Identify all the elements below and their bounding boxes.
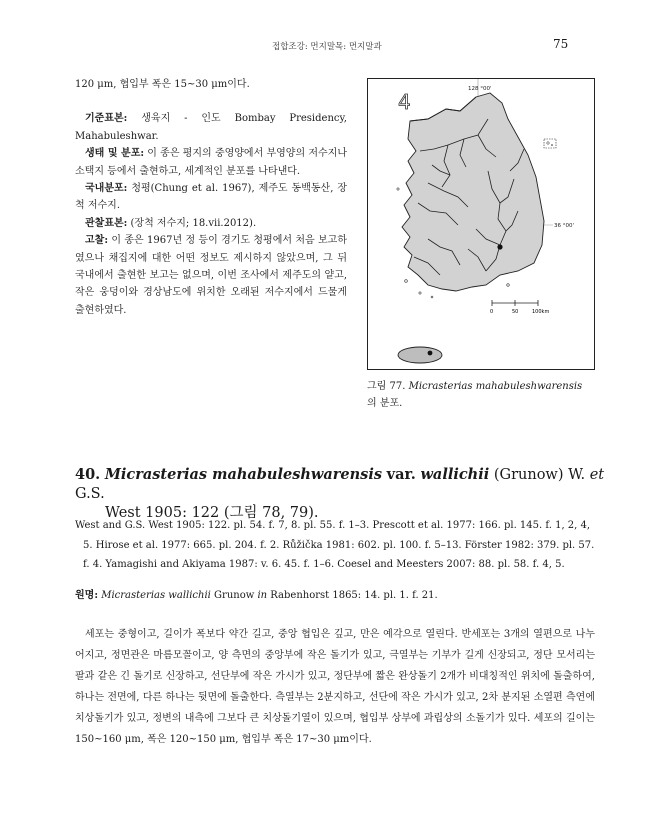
remarks-text: 이 종은 1967년 정 등이 경기도 청평에서 처음 보고하였으나 채집지에 대한 어떤 정보도 제시하지 않았으며, 그 뒤 국내에서 출현한 보고는 없으며, 이번 조사에서 제주도의 얕고, 작은 웅덩이와 경상남도에 위치한 오래된 저수지에서 드물게 출현하였다. xyxy=(75,235,348,316)
basionym-rest: Rabenhorst 1865: 14. pl. 1. f. 21. xyxy=(270,590,438,601)
measurement-line: 120 μm, 협입부 폭은 15~30 μm이다. xyxy=(75,79,250,90)
ecology-paragraph xyxy=(75,145,347,180)
authority-a: (Grunow) W. xyxy=(493,467,586,483)
description-text: 세포는 중형이고, 길이가 폭보다 약간 길고, 중앙 협입은 깊고, 만은 예각으로 열린다. 반세포는 3개의 열편으로 나누어지고, 정면관은 마름모꼴이고, 양 측면의 중앙부에 작은 돌기가 있고, 극열부는 기부가 길게 신장되고, 정단 모서리는 팔과 같은 긴 돌기로 신장하고, 선단부에 작은 가시가 있고, 정단부에 짧은 완상돌기 2개가 비대칭적인 위치에 돌출하여, 하나는 전면에, 다른 하나는 뒷면에 돌출한다. 측열부는 2분지하고, 선단에 작은 가시가 있고, 2차 분지된 소열편 측연에 치상돌기가 있고, 정변의 내측에 그보다 큰 치상돌기열이 있으며, 협입부 상부에 과립상의 소돌기가 있다. 세포의 길이는 150~160 μm, 폭은 120~150 μm, 협입부 폭은 17~30 μm이다. xyxy=(75,629,595,745)
record-dot-jeju xyxy=(428,351,433,356)
basionym-author: Grunow xyxy=(214,590,255,601)
type-label: 기준표본: xyxy=(85,113,128,125)
svg-text:0: 0 xyxy=(490,309,494,315)
description xyxy=(75,624,595,750)
observed-paragraph xyxy=(75,215,347,232)
remarks-label: 고찰: xyxy=(85,235,109,247)
var-word: var. xyxy=(386,466,416,483)
type-specimen xyxy=(75,110,347,145)
page-number: 75 xyxy=(553,37,569,51)
caption-species: Micrasterias mahabuleshwarensis xyxy=(408,381,583,392)
svg-text:100km: 100km xyxy=(532,309,550,315)
figure-caption xyxy=(367,378,597,412)
reference-list: West and G.S. West 1905: 122. pl. 54. f. 7, 8. pl. 55. f. 1–3. Prescott et al. 1977: 166. pl. 145. f. 1, 2, 4, 5. Hirose et al. 1977: 665. pl. 204. f. 2. Růžička 1981: 602. pl. 100. f. 5–13. Förster 1982: 379. pl. 57. f. 4. Yamagishi and Akiyama 1987: v. 6. 45. f. 1–6. Coesel and Meesters 2007: 88. pl. 58. f. 4, 5. xyxy=(75,520,595,570)
basionym xyxy=(75,587,595,604)
remarks-paragraph xyxy=(75,232,347,319)
authority-b: G.S. xyxy=(75,486,105,502)
species-number: 40. xyxy=(75,466,101,483)
jeju-island xyxy=(398,347,442,363)
observed-label: 관찰표본: xyxy=(85,217,128,229)
caption-suffix: 의 분포. xyxy=(367,398,403,409)
basionym-in: in xyxy=(257,590,268,601)
left-column xyxy=(75,76,347,319)
heading-line2: West 1905: 122 (그림 78, 79). xyxy=(105,505,319,521)
species-name: Micrasterias mahabuleshwarensis xyxy=(104,466,383,483)
panel-number: 4 xyxy=(398,90,411,114)
authority-et: et xyxy=(589,467,605,483)
references xyxy=(75,516,595,575)
species-heading xyxy=(75,465,605,523)
ulleungdo-inset xyxy=(544,139,556,148)
domestic-paragraph xyxy=(75,180,347,215)
var-name: wallichii xyxy=(420,466,490,483)
domestic-label: 국내분포: xyxy=(85,183,128,195)
latitude-label: 36 °00' xyxy=(554,223,575,229)
ecology-label: 생태 및 분포: xyxy=(85,148,145,160)
caption-prefix: 그림 77. xyxy=(367,381,406,392)
longitude-label: 128 °00' xyxy=(468,86,492,92)
running-title: 접합조강: 먼지말목: 먼지말과 xyxy=(272,42,382,52)
record-dot-gyeongnam xyxy=(497,244,502,249)
korea-map-graphic xyxy=(368,79,594,369)
distribution-map xyxy=(367,78,595,370)
basionym-species: Micrasterias wallichii xyxy=(101,590,211,601)
basionym-label: 원명: xyxy=(75,590,99,601)
ecology-text: 이 종은 평지의 중영양에서 부영양의 저수지나 소택지 등에서 출현하고, 세계적인 분포를 나타낸다. xyxy=(75,148,347,177)
svg-text:50: 50 xyxy=(512,309,519,315)
observed-text: (장척 저수지; 18.vii.2012). xyxy=(130,217,257,229)
type-text: 생육지 - 인도 Bombay Presidency, Mahabuleshwar. xyxy=(75,113,347,142)
scale-bar xyxy=(490,300,549,315)
domestic-text: 청평(Chung et al. 1967), 제주도 동백동산, 장척 저수지. xyxy=(75,183,348,212)
